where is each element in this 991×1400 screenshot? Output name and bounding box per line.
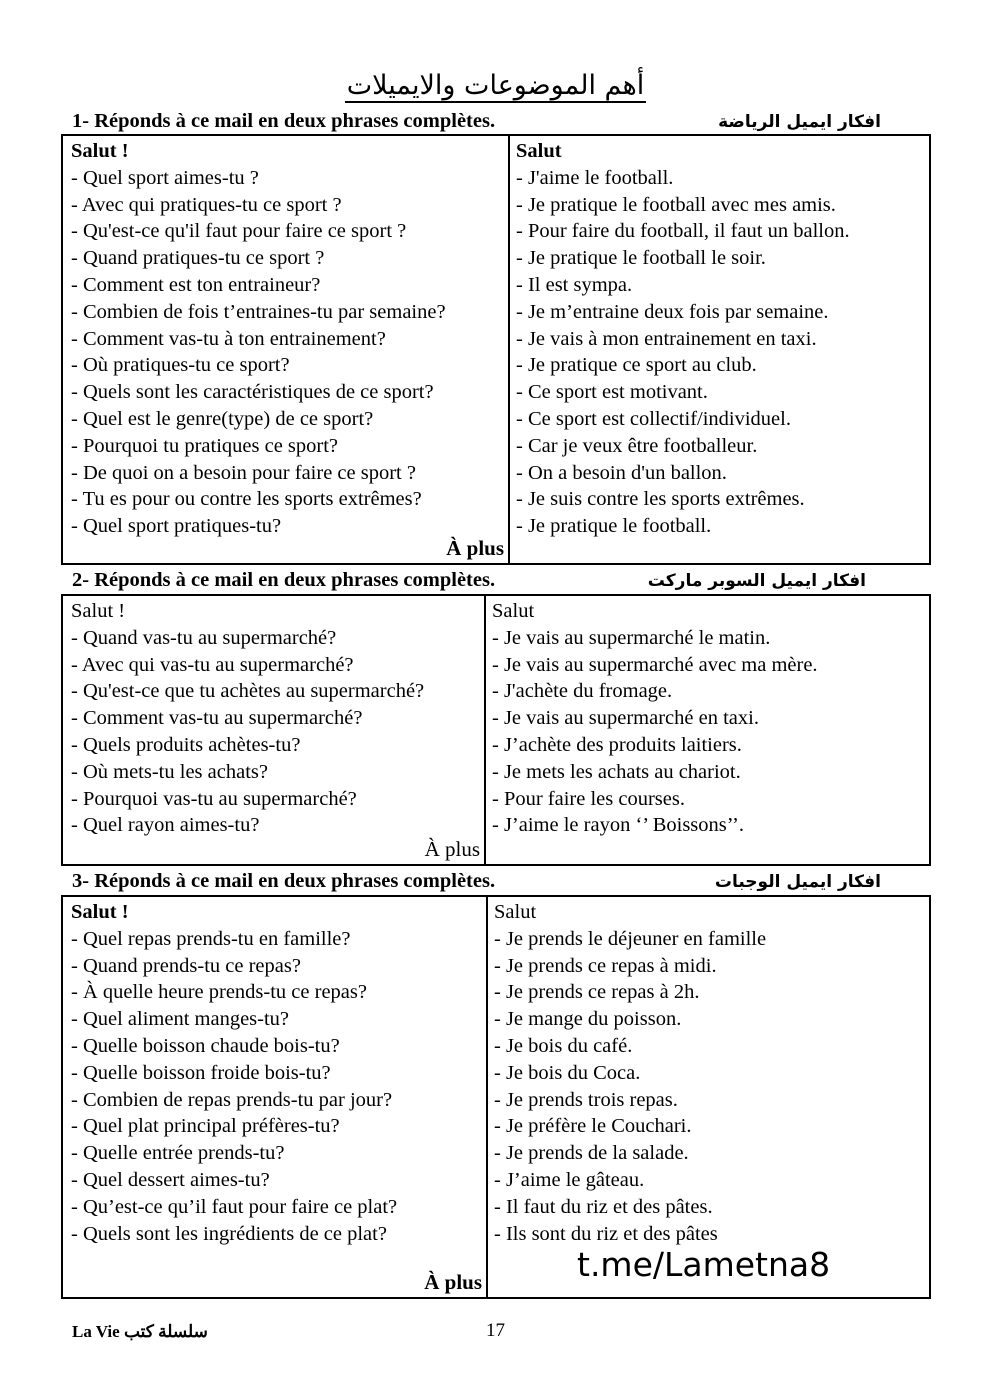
answer: - Je prends de la salade. [494, 1142, 689, 1165]
question: - Quand pratiques-tu ce sport ? [71, 247, 325, 270]
section-3-heading: 3- Réponds à ce mail en deux phrases complètes. [72, 870, 496, 892]
question: - Quel repas prends-tu en famille? [71, 927, 351, 950]
question: - Où mets-tu les achats? [71, 760, 268, 783]
question: - Quels sont les ingrédients de ce plat? [71, 1222, 387, 1245]
answer: - J’aime le rayon ‘’ Boissons’’. [492, 814, 745, 837]
answer: - Je pratique le football. [516, 515, 712, 538]
answer: - Pour faire du football, il faut un ballon. [516, 220, 850, 243]
answer: - Je vais au supermarché en taxi. [492, 707, 759, 730]
watermark-link[interactable]: t.me/Lametna8 [577, 1245, 831, 1284]
answer: - Je bois du café. [494, 1034, 633, 1057]
page-number: 17 [486, 1320, 505, 1341]
question: - Quel dessert aimes-tu? [71, 1168, 270, 1191]
question: - Comment vas-tu au supermarché? [71, 707, 363, 730]
question: - Pourquoi tu pratiques ce sport? [71, 434, 339, 457]
answer: - J’achète des produits laitiers. [492, 733, 742, 756]
answer: - Pour faire les courses. [492, 787, 685, 810]
section-1-questions [63, 136, 512, 563]
answer: - J'achète du fromage. [492, 680, 673, 703]
section-3-box [61, 895, 931, 1299]
question: - Qu'est-ce qu'il faut pour faire ce sport ? [71, 220, 407, 243]
answer: - Je vais à mon entrainement en taxi. [516, 327, 817, 350]
answer: - Je vais au supermarché le matin. [492, 626, 771, 649]
answer: - Je mange du poisson. [494, 1008, 682, 1031]
section-2-box [61, 594, 931, 866]
question: - Quel sport pratiques-tu? [71, 515, 282, 538]
answer: - Ce sport est motivant. [516, 381, 708, 404]
question: - Combien de repas prends-tu par jour? [71, 1088, 393, 1111]
question: - Qu’est-ce qu’il faut pour faire ce plat? [71, 1195, 398, 1218]
answer: - Ils sont du riz et des pâtes [494, 1222, 718, 1245]
section-2-heading: 2- Réponds à ce mail en deux phrases complètes. [72, 569, 496, 591]
answer: - Car je veux être footballeur. [516, 434, 758, 457]
question: - Quelle boisson froide bois-tu? [71, 1061, 331, 1084]
answer: - J’aime le gâteau. [494, 1168, 645, 1191]
answer: - Je préfère le Couchari. [494, 1115, 692, 1138]
answer: - Je bois du Coca. [494, 1061, 641, 1084]
page-title: أهم الموضوعات والايميلات [346, 70, 645, 101]
question: - Quelle entrée prends-tu? [71, 1142, 285, 1165]
question: - Quand vas-tu au supermarché? [71, 626, 337, 649]
question: - De quoi on a besoin pour faire ce sport ? [71, 461, 416, 484]
answer: - Je prends ce repas à midi. [494, 954, 717, 977]
question: - Quel aliment manges-tu? [71, 1008, 290, 1031]
section-2-answers [484, 596, 929, 864]
section-2-arabic-label: افكار ايميل السوبر ماركت [647, 571, 866, 591]
question: - Tu es pour ou contre les sports extrêmes? [71, 488, 422, 511]
section-1-arabic-label: افكار ايميل الرياضة [718, 112, 881, 132]
question: - Avec qui vas-tu au supermarché? [71, 653, 354, 676]
greeting-left: Salut ! [71, 140, 129, 162]
question: - Comment vas-tu à ton entrainement? [71, 327, 386, 350]
greeting-left: Salut ! [71, 600, 126, 622]
section-1-answers [508, 136, 929, 563]
answer: - Il faut du riz et des pâtes. [494, 1195, 713, 1218]
answer: - Je prends le déjeuner en famille [494, 927, 767, 950]
answer: - Je vais au supermarché avec ma mère. [492, 653, 818, 676]
question: - Quels sont les caractéristiques de ce sport? [71, 381, 434, 404]
section-3-arabic-label: افكار ايميل الوجبات [714, 872, 881, 892]
answer: - Je m’entraine deux fois par semaine. [516, 300, 829, 323]
section-1-header [72, 110, 881, 136]
question: - Qu'est-ce que tu achètes au supermarché? [71, 680, 425, 703]
answer: - J'aime le football. [516, 166, 674, 189]
question: - Quel plat principal préfères-tu? [71, 1115, 340, 1138]
question: - Comment est ton entraineur? [71, 273, 321, 296]
footer-brand: La Vie سلسلة كتب [72, 1322, 208, 1341]
answer: - Je pratique le football avec mes amis. [516, 193, 836, 216]
greeting-left: Salut ! [71, 901, 129, 923]
greeting-right: Salut [492, 600, 535, 622]
section-1-heading: 1- Réponds à ce mail en deux phrases complètes. [72, 110, 496, 132]
question: - Quel est le genre(type) de ce sport? [71, 407, 374, 430]
answer: - Ce sport est collectif/individuel. [516, 407, 791, 430]
question: - Quel sport aimes-tu ? [71, 166, 259, 189]
question: - Quel rayon aimes-tu? [71, 814, 260, 837]
answer: - Je prends ce repas à 2h. [494, 981, 700, 1004]
question: - À quelle heure prends-tu ce repas? [71, 981, 367, 1004]
greeting-right: Salut [516, 140, 562, 162]
answer: - Il est sympa. [516, 273, 633, 296]
question: - Quels produits achètes-tu? [71, 733, 301, 756]
question: - Où pratiques-tu ce sport? [71, 354, 290, 377]
answer: - Je suis contre les sports extrêmes. [516, 488, 805, 511]
section-2-questions [63, 596, 488, 864]
answer: - Je pratique le football le soir. [516, 247, 766, 270]
section-1-box [61, 134, 931, 565]
question: - Avec qui pratiques-tu ce sport ? [71, 193, 342, 216]
answer: - Je mets les achats au chariot. [492, 760, 741, 783]
question: - Quand prends-tu ce repas? [71, 954, 301, 977]
question: - Combien de fois t’entraines-tu par semaine? [71, 300, 446, 323]
section-3-answers [486, 897, 929, 1297]
closing: À plus [446, 536, 504, 560]
section-3-questions [63, 897, 490, 1297]
answer: - Je pratique ce sport au club. [516, 354, 757, 377]
question: - Quelle boisson chaude bois-tu? [71, 1034, 340, 1057]
answer: - Je prends trois repas. [494, 1088, 678, 1111]
question: - Pourquoi vas-tu au supermarché? [71, 787, 357, 810]
answer: - On a besoin d'un ballon. [516, 461, 727, 484]
greeting-right: Salut [494, 901, 537, 923]
section-3-header [72, 870, 881, 896]
section-2-header [72, 569, 881, 595]
closing: À plus [424, 1270, 482, 1294]
closing: À plus [424, 837, 480, 861]
